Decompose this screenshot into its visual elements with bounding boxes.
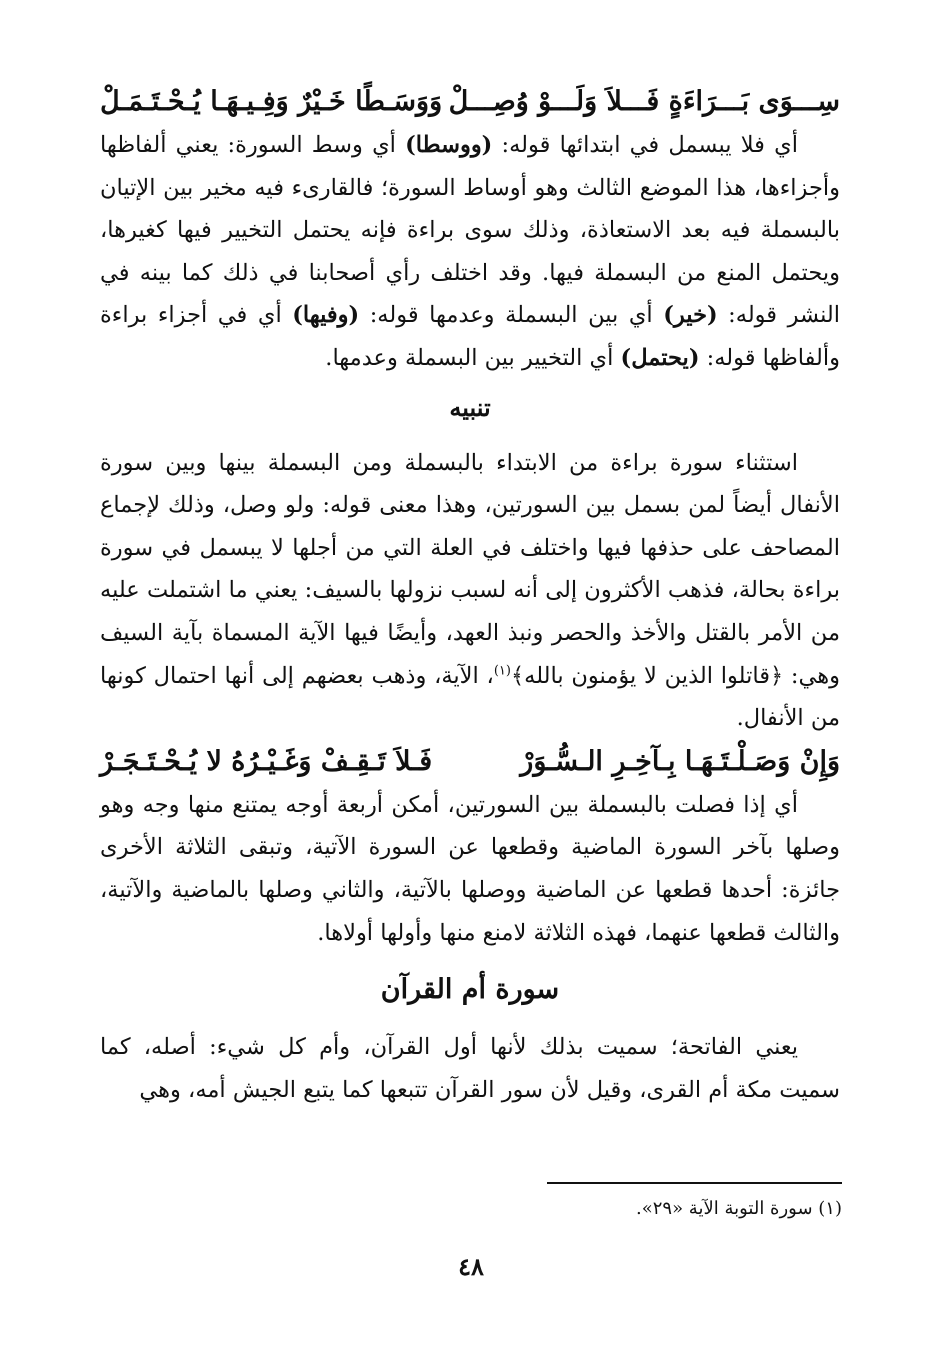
bold-term: (ووسطا) (405, 132, 493, 158)
verse-1-first-hemistich: سِـــوَى بَـــرَاءَةٍ فَـــلاَ وَلَـــوْ وُصِـــلْ (448, 86, 840, 117)
verse-line-1 (100, 80, 840, 124)
text-run: أي بين البسملة وعدمها قوله: (359, 302, 664, 329)
verse-2-second-hemistich: فَـلاَ تَـقِـفْ وَغَـيْـرُهُ لا يُـحْـتَـجَـرْ (100, 745, 433, 777)
commentary-paragraph-2 (100, 442, 840, 740)
section-heading-note: تنبيه (449, 392, 491, 422)
commentary-paragraph-1 (100, 124, 840, 380)
verse-1-second-hemistich: وَوَسَـطًا خَـيْرٌ وَفِـيـهَـا يُـحْـتَـمَـلْ (100, 86, 443, 117)
text-run: أي في أجزاء براءة وألفاظها قوله: (100, 302, 840, 371)
commentary-paragraph-3: أي إذا فصلت بالبسملة بين السورتين، أمكن أربعة أوجه يمتنع منها وجه وهو وصلها بآخر السورة الماضية وقطعها عن السورة الآتية، وتبقى الثلاثة الأخرى جائزة: أحدها قطعها عن الماضية ووصلها بالآتية، والثاني وصلها بالماضية والآتية، والثالث قطعها عنهما، فهذه الثلاثة لامنع منها وأولها أولاها. (100, 791, 840, 946)
section-heading-surah: سورة أم القرآن (380, 974, 560, 1006)
page-body (100, 80, 840, 1111)
text-run: استثناء سورة براءة من الابتداء بالبسملة ومن البسملة بينها وبين سورة الأنفال أيضاً لمن بسمل بين السورتين، وهذا معنى قوله: ولو وصل، وذلك لإجماع المصاحف على حذفها فيها واختلف في العلة التي من أجلها لا يبسمل في سورة براءة بحالة، فذهب الأكثرون إلى أنه لسبب نزولها بالسيف: يعني ما اشتملت عليه من الأمر بالقتل والأخذ والحصر ونبذ العهد، وأيضًا فيها الآية المسماة بآية السيف وهي: ﴿قاتلوا الذين لا يؤمنون بالله﴾ (100, 449, 840, 689)
verse-line-2 (100, 740, 840, 784)
text-run: أي التخيير بين البسملة وعدمها. (325, 344, 621, 371)
text-run: أي وسط السورة: يعني ألفاظها وأجزاءها، هذا الموضع الثالث وهو أوساط السورة؛ فالقارىء فيه مخير بين الإتيان بالبسملة فيه بعد الاستعاذة، وذلك سوى براءة فإنه يحتمل التخيير فيها كغيرها، ويحتمل المنع من البسملة فيها. وقد اختلف رأي أصحابنا في ذلك كما بينه في النشر قوله: (100, 132, 840, 329)
bold-term: (يحتمل) (620, 344, 700, 371)
page-number: ٤٨ (458, 1252, 484, 1281)
commentary-paragraph-4: يعني الفاتحة؛ سميت بذلك لأنها أول القرآن، وأم كل شيء: أصله، كما سميت مكة أم القرى، وقيل لأن سور القرآن تتبعها كما يتبع الجيش أمه، وهي (100, 1034, 840, 1103)
text-run: أي فلا يبسمل في ابتدائها قوله: (492, 132, 799, 158)
footnote-separator (547, 1182, 842, 1184)
footnote: (١) سورة التوبة الآية «٢٩». (635, 1198, 842, 1219)
bold-term: (وفيها) (292, 302, 360, 329)
verse-2-first-hemistich: وَإِنْ وَصَـلْـتَـهَـا بِـآخِـرِ الـسُّـوَرْ (520, 745, 840, 777)
bold-term: (خير) (663, 302, 718, 329)
text-run: ، الآية، وذهب بعضهم إلى أنها احتمال كونها من الأنفال. (100, 662, 840, 732)
footnote-reference[interactable]: (١) (493, 663, 511, 679)
